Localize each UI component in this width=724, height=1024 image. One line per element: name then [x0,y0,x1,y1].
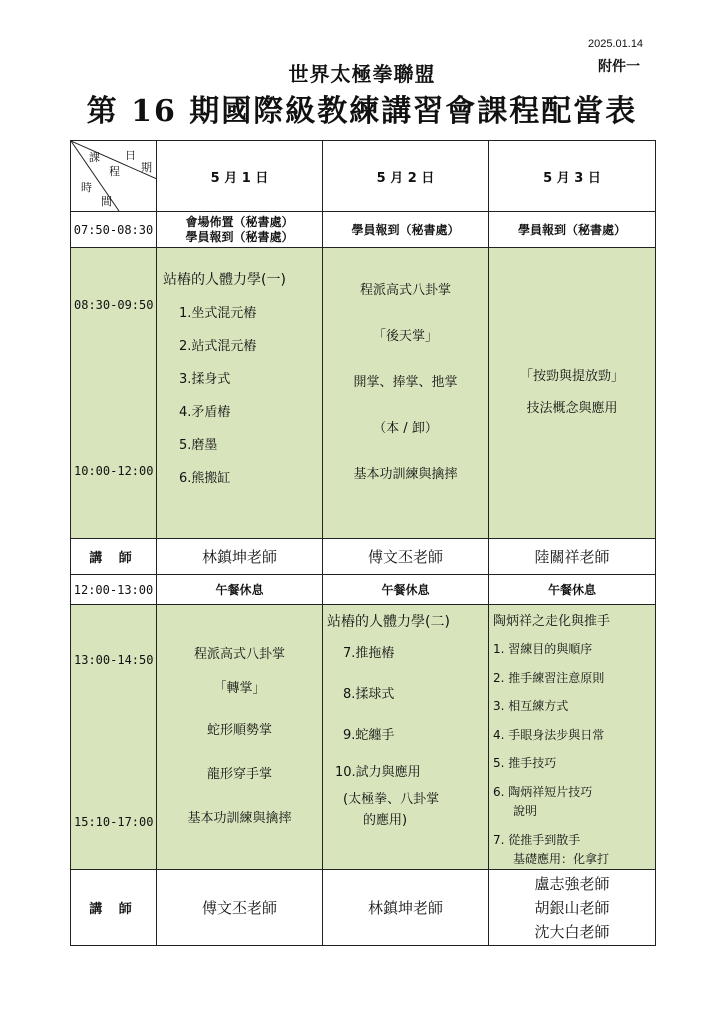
morning-day1 [157,248,323,539]
afternoon-teacher-day3 [489,870,656,946]
afternoon-day2-item: 9.蛇纏手 [343,728,395,743]
morning-day2-line: （本 / 卸） [373,421,438,436]
morning-teacher-day1: 林鎮坤老師 [157,539,323,575]
afternoon-session-row [71,605,656,870]
afternoon-day3-title: 陶炳祥之走化與推手 [493,614,611,629]
checkin-day1-line2: 學員報到（秘書處） [185,229,294,244]
afternoon-teacher-day3-name: 胡銀山老師 [534,898,610,917]
afternoon-day3-item: 2. 推手練習注意原則 [493,670,605,685]
afternoon-day2-note: 的應用) [363,813,408,828]
afternoon-day2-title: 站樁的人體力學(二) [327,614,450,630]
lunch-time: 12:00-13:00 [71,575,157,605]
lunch-day3: 午餐休息 [489,575,656,605]
diag-time-char1: 時 [81,181,92,194]
afternoon-day3-item: 1. 習練目的與順序 [493,642,593,656]
diag-date-char2: 期 [141,161,152,174]
afternoon-day2-item: 7.推拖樁 [343,646,395,661]
diag-course-char2: 程 [109,165,120,178]
checkin-day1-line1: 會場佈置（秘書處） [185,214,294,229]
morning-day1-item: 5.磨墨 [179,438,218,453]
afternoon-day3-item: 6. 陶炳祥短片技巧 [493,784,593,799]
morning-day3-line: 技法概念與應用 [526,401,618,416]
afternoon-day2 [323,605,489,870]
checkin-day3: 學員報到（秘書處） [489,212,656,248]
morning-day2-line: 「後天掌」 [372,329,438,344]
afternoon-time-cell [71,605,157,870]
afternoon-day3-item: 4. 手眼身法步與日常 [493,727,605,742]
document-date: 2025.01.14 [588,38,644,50]
morning-day1-title: 站樁的人體力學(一) [163,272,286,288]
afternoon-day3-item-cont: 基礎應用：化拿打 [513,851,610,866]
day2-header: 5 月 2 日 [323,141,489,212]
afternoon-day1-line: 蛇形順勢掌 [206,723,272,738]
afternoon-day1 [157,605,323,870]
page-title: 第 16 期國際級教練講習會課程配當表 [86,94,638,129]
checkin-row [71,212,656,248]
organization-name: 世界太極拳聯盟 [288,62,436,86]
morning-day2-line: 程派高式八卦掌 [359,283,451,298]
afternoon-time-end: 15:10-17:00 [74,815,154,829]
teacher-label: 講 師 [71,539,157,575]
afternoon-teachers-row [71,870,656,946]
afternoon-day3-item-cont: 說明 [513,803,538,818]
morning-day3 [489,248,656,539]
lunch-day2: 午餐休息 [323,575,489,605]
morning-day1-item: 2.站式混元樁 [179,339,257,354]
lunch-day1: 午餐休息 [157,575,323,605]
morning-day1-item: 4.矛盾樁 [179,405,231,420]
afternoon-teacher-day1: 傅文丕老師 [157,870,323,946]
afternoon-day3-item: 5. 推手技巧 [493,756,557,770]
morning-day1-item: 1.坐式混元樁 [179,306,257,321]
morning-teachers-row [71,539,656,575]
afternoon-day2-item: 10.試力與應用 [335,765,421,780]
day3-header: 5 月 3 日 [489,141,656,212]
schedule-table [70,140,656,946]
afternoon-day1-line: 基本功訓練與擒摔 [187,811,292,826]
checkin-time: 07:50-08:30 [71,212,157,248]
afternoon-day2-item: 8.揉球式 [343,687,395,702]
afternoon-day3-item: 7. 從推手到散手 [493,832,581,847]
attachment-label: 附件一 [598,59,640,75]
diag-time-char2: 間 [101,195,112,208]
afternoon-teacher-day3-name: 沈大白老師 [534,922,610,941]
morning-teacher-day2: 傅文丕老師 [323,539,489,575]
diagonal-header-cell [71,141,157,212]
day1-header: 5 月 1 日 [157,141,323,212]
afternoon-day3 [489,605,656,870]
afternoon-day1-line: 「轉掌」 [213,681,266,696]
morning-session-row [71,248,656,539]
afternoon-day2-note: (太極拳、八卦掌 [343,792,440,807]
afternoon-day1-line: 龍形穿手掌 [206,767,272,782]
morning-time-cell [71,248,157,539]
afternoon-teacher-day3-name: 盧志強老師 [534,874,610,893]
header-row [71,141,656,212]
afternoon-teacher-day2: 林鎮坤老師 [323,870,489,946]
afternoon-day3-item: 3. 相互練方式 [493,699,569,713]
afternoon-day1-line: 程派高式八卦掌 [193,647,285,662]
morning-time-end: 10:00-12:00 [74,464,154,478]
morning-teacher-day3: 陸關祥老師 [489,539,656,575]
morning-day2 [323,248,489,539]
checkin-day1 [157,212,323,248]
checkin-day2: 學員報到（秘書處） [323,212,489,248]
diag-date-char1: 日 [125,149,136,162]
morning-day2-line: 基本功訓練與擒摔 [353,467,458,482]
teacher-label: 講 師 [71,870,157,946]
morning-day3-line: 「按勁與提放勁」 [519,369,624,384]
morning-day1-item: 6.熊搬缸 [179,471,231,486]
morning-day2-line: 開掌、捧掌、扡掌 [353,375,458,390]
afternoon-time-start: 13:00-14:50 [74,653,154,667]
morning-time-start: 08:30-09:50 [74,298,154,312]
lunch-row [71,575,656,605]
diag-course-char1: 課 [89,151,100,164]
morning-day1-item: 3.揉身式 [179,372,231,387]
